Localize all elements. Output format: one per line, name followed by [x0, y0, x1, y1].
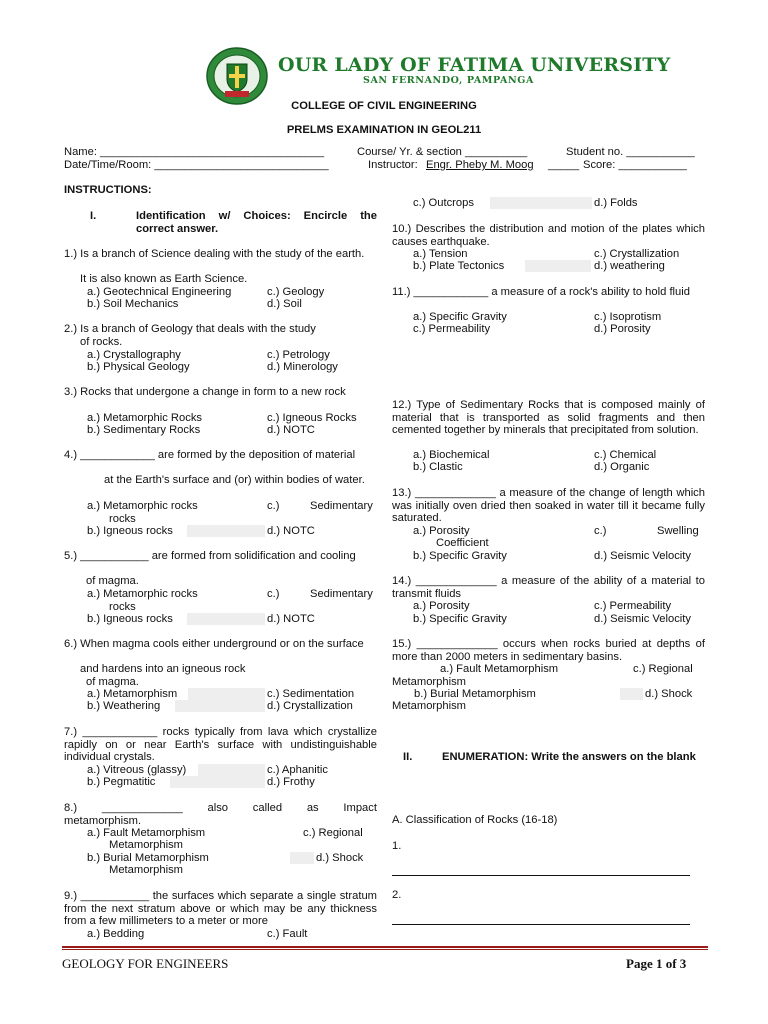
- q5-text: 5.) ___________ are formed from solidification and cooling: [64, 550, 356, 562]
- q9-text: 9.) ___________ the surfaces which separate a single stratum from the next stratum above or which may be any thickness from a few millimeters to a meter or more: [64, 890, 377, 928]
- q11-text: 11.) ____________ a measure of a rock's ability to hold fluid: [392, 286, 690, 298]
- q9-shade: [490, 197, 592, 209]
- q15-choice-a-cont: Metamorphism: [392, 676, 466, 688]
- part2-title: ENUMERATION: Write the answers on the blank: [442, 751, 696, 763]
- q13-choice-d: d.) Seismic Velocity: [594, 550, 691, 562]
- q10-choice-a: a.) Tension: [413, 248, 468, 260]
- q15-choice-c: c.) Regional: [633, 663, 693, 675]
- q14-text: 14.) _____________ a measure of the ability of a material to transmit fluids: [392, 575, 705, 600]
- q6-cont2: of magma.: [86, 676, 139, 688]
- q13-choice-a-cont: Coefficient: [436, 537, 489, 549]
- q12-choice-b: b.) Clastic: [413, 461, 463, 473]
- q15-choice-d: d.) Shock: [645, 688, 693, 700]
- q4-shade: [187, 525, 265, 537]
- q8-choice-c: c.) Regional: [303, 827, 363, 839]
- q12-choice-d: d.) Organic: [594, 461, 650, 473]
- blank-label-1: 1.: [392, 840, 402, 852]
- q14-choice-a: a.) Porosity: [413, 600, 470, 612]
- name-field: Name: ____________________________________: [64, 146, 325, 158]
- q4-cont: at the Earth's surface and (or) within bodies of water.: [104, 474, 365, 486]
- q12-choice-a: a.) Biochemical: [413, 449, 490, 461]
- classification-heading: A. Classification of Rocks (16-18): [392, 814, 558, 826]
- q8-shade: [290, 852, 314, 864]
- q13-choice-a: a.) Porosity: [413, 525, 470, 537]
- college-title: COLLEGE OF CIVIL ENGINEERING: [291, 100, 477, 112]
- q8-choice-b: b.) Burial Metamorphism: [87, 852, 209, 864]
- q11-choice-a: a.) Specific Gravity: [413, 311, 507, 323]
- campus-name: SAN FERNANDO, PAMPANGA: [363, 75, 534, 86]
- q3-text: 3.) Rocks that undergone a change in form to a new rock: [64, 386, 346, 398]
- answer-line-2: [392, 924, 690, 925]
- score-field: Score: ___________: [583, 159, 687, 171]
- q6-choice-b: b.) Weathering: [87, 700, 161, 712]
- q15-choice-a: a.) Fault Metamorphism: [440, 663, 559, 675]
- q2-choice-d: d.) Minerology: [267, 361, 338, 373]
- q8-choice-b-cont: Metamorphism: [109, 864, 183, 876]
- q9-choice-c2: c.) Outcrops: [413, 197, 474, 209]
- q2-text: 2.) Is a branch of Geology that deals with the study: [64, 323, 316, 335]
- q5-cont: of magma.: [86, 575, 139, 587]
- q10-choice-d: d.) weathering: [594, 260, 665, 272]
- q9-choice-d: d.) Folds: [594, 197, 638, 209]
- q4-choice-c-label: c.): [267, 500, 280, 512]
- date-field: Date/Time/Room: ____________________________: [64, 159, 329, 171]
- university-name: OUR LADY OF FATIMA UNIVERSITY: [278, 54, 671, 76]
- part1-number: I.: [90, 210, 97, 222]
- q6-cont1: and hardens into an igneous rock: [80, 663, 246, 675]
- part1-title: Identification w/ Choices: Encircle the correct answer.: [136, 210, 377, 235]
- q15-text: 15.) _____________ occurs when rocks buried at depths of more than 2000 meters in sedimentary basins.: [392, 638, 705, 663]
- blank-label-2: 2.: [392, 889, 402, 901]
- footer-course: GEOLOGY FOR ENGINEERS: [62, 956, 229, 971]
- answer-line-1: [392, 875, 690, 876]
- q4-choice-c: Sedimentary: [310, 500, 373, 512]
- q11-choice-c: c.) Isoprotism: [594, 311, 662, 323]
- q10-text: 10.) Describes the distribution and motion of the plates which causes earthquake.: [392, 223, 705, 248]
- q12-choice-c: c.) Chemical: [594, 449, 657, 461]
- q13-choice-b: b.) Specific Gravity: [413, 550, 507, 562]
- q3-choice-b: b.) Sedimentary Rocks: [87, 424, 201, 436]
- q14-choice-c: c.) Permeability: [594, 600, 672, 612]
- q4-choice-a-cont: rocks: [109, 513, 136, 525]
- q3-choice-d: d.) NOTC: [267, 424, 315, 436]
- q10-shade: [525, 260, 591, 272]
- footer-page-number: Page 1 of 3: [626, 956, 687, 971]
- q2-choice-b: b.) Physical Geology: [87, 361, 190, 373]
- q5-shade: [187, 613, 265, 625]
- q6-choice-d: d.) Crystallization: [267, 700, 353, 712]
- q2-choice-c: c.) Petrology: [267, 349, 330, 361]
- course-field: Course/ Yr. & section __________: [357, 146, 528, 158]
- instructor-blank: _____: [548, 159, 580, 171]
- part2-number: II.: [403, 751, 413, 763]
- q7-shade-b: [170, 776, 265, 788]
- q6-shade-b: [175, 700, 265, 712]
- q15-choice-b: b.) Burial Metamorphism: [414, 688, 536, 700]
- q1-choice-d: d.) Soil: [267, 298, 302, 310]
- footer-rule-thick: [62, 946, 708, 948]
- q3-choice-c: c.) Igneous Rocks: [267, 412, 357, 424]
- q15-shade: [620, 688, 643, 700]
- q4-choice-d: d.) NOTC: [267, 525, 315, 537]
- instructor-name: Engr. Pheby M. Moog: [426, 159, 534, 171]
- q5-choice-a: a.) Metamorphic rocks: [87, 588, 198, 600]
- q14-choice-d: d.) Seismic Velocity: [594, 613, 691, 625]
- q6-choice-a: a.) Metamorphism: [87, 688, 178, 700]
- q1-choice-b: b.) Soil Mechanics: [87, 298, 179, 310]
- footer-rule-thin: [62, 949, 708, 950]
- q7-choice-b: b.) Pegmatitic: [87, 776, 156, 788]
- q11-choice-d: d.) Porosity: [594, 323, 651, 335]
- q13-text: 13.) _____________ a measure of the change of length which was initially oven dried then soaked in water till it became fully saturated.: [392, 487, 705, 525]
- q5-choice-c-label: c.): [267, 588, 280, 600]
- q1-choice-a: a.) Geotechnical Engineering: [87, 286, 232, 298]
- q5-choice-d: d.) NOTC: [267, 613, 315, 625]
- q5-choice-c: Sedimentary: [310, 588, 373, 600]
- q13-choice-c-label: c.): [594, 525, 607, 537]
- q5-choice-b: b.) Igneous rocks: [87, 613, 173, 625]
- q10-choice-c: c.) Crystallization: [594, 248, 680, 260]
- q2-choice-a: a.) Crystallography: [87, 349, 181, 361]
- q13-choice-c: Swelling: [657, 525, 699, 537]
- q1-cont: It is also known as Earth Science.: [80, 273, 248, 285]
- q4-choice-b: b.) Igneous rocks: [87, 525, 173, 537]
- q3-choice-a: a.) Metamorphic Rocks: [87, 412, 203, 424]
- instructor-label: Instructor:: [368, 159, 418, 171]
- q4-text: 4.) ____________ are formed by the deposition of material: [64, 449, 356, 461]
- instructions-heading: INSTRUCTIONS:: [64, 184, 152, 196]
- q9-choice-c: c.) Fault: [267, 928, 308, 940]
- q10-choice-b: b.) Plate Tectonics: [413, 260, 505, 272]
- q8-choice-d: d.) Shock: [316, 852, 364, 864]
- exam-title: PRELMS EXAMINATION IN GEOL211: [286, 124, 482, 136]
- q7-choice-a: a.) Vitreous (glassy): [87, 764, 187, 776]
- q11-choice-b: c.) Permeability: [413, 323, 491, 335]
- student-no-field: Student no. ___________: [566, 146, 695, 158]
- q4-choice-a: a.) Metamorphic rocks: [87, 500, 198, 512]
- q14-choice-b: b.) Specific Gravity: [413, 613, 507, 625]
- q8-choice-a-cont: Metamorphism: [109, 839, 183, 851]
- q9-choice-a: a.) Bedding: [87, 928, 145, 940]
- q7-choice-c: c.) Aphanitic: [267, 764, 328, 776]
- q8-text: 8.) _____________ also called as Impact metamorphism.: [64, 802, 377, 827]
- q8-choice-a: a.) Fault Metamorphism: [87, 827, 206, 839]
- q12-text: 12.) Type of Sedimentary Rocks that is composed mainly of material that is transported as solid fragments and then cemented together by minerals that precipitated from solution.: [392, 399, 705, 437]
- university-seal-icon: [205, 46, 269, 106]
- q15-choice-b-cont: Metamorphism: [392, 700, 466, 712]
- q1-text: 1.) Is a branch of Science dealing with the study of the earth.: [64, 248, 365, 260]
- q7-text: 7.) ____________ rocks typically from lava which crystallize rapidly on or near Earth's surface with undistinguishable individual crystals.: [64, 726, 377, 764]
- q6-text: 6.) When magma cools either underground or on the surface: [64, 638, 364, 650]
- q1-choice-c: c.) Geology: [267, 286, 325, 298]
- q7-shade-a: [198, 764, 265, 776]
- q2-cont: of rocks.: [80, 336, 123, 348]
- q7-choice-d: d.) Frothy: [267, 776, 315, 788]
- q6-choice-c: c.) Sedimentation: [267, 688, 355, 700]
- q6-shade-a: [188, 688, 265, 700]
- q5-choice-a-cont: rocks: [109, 601, 136, 613]
